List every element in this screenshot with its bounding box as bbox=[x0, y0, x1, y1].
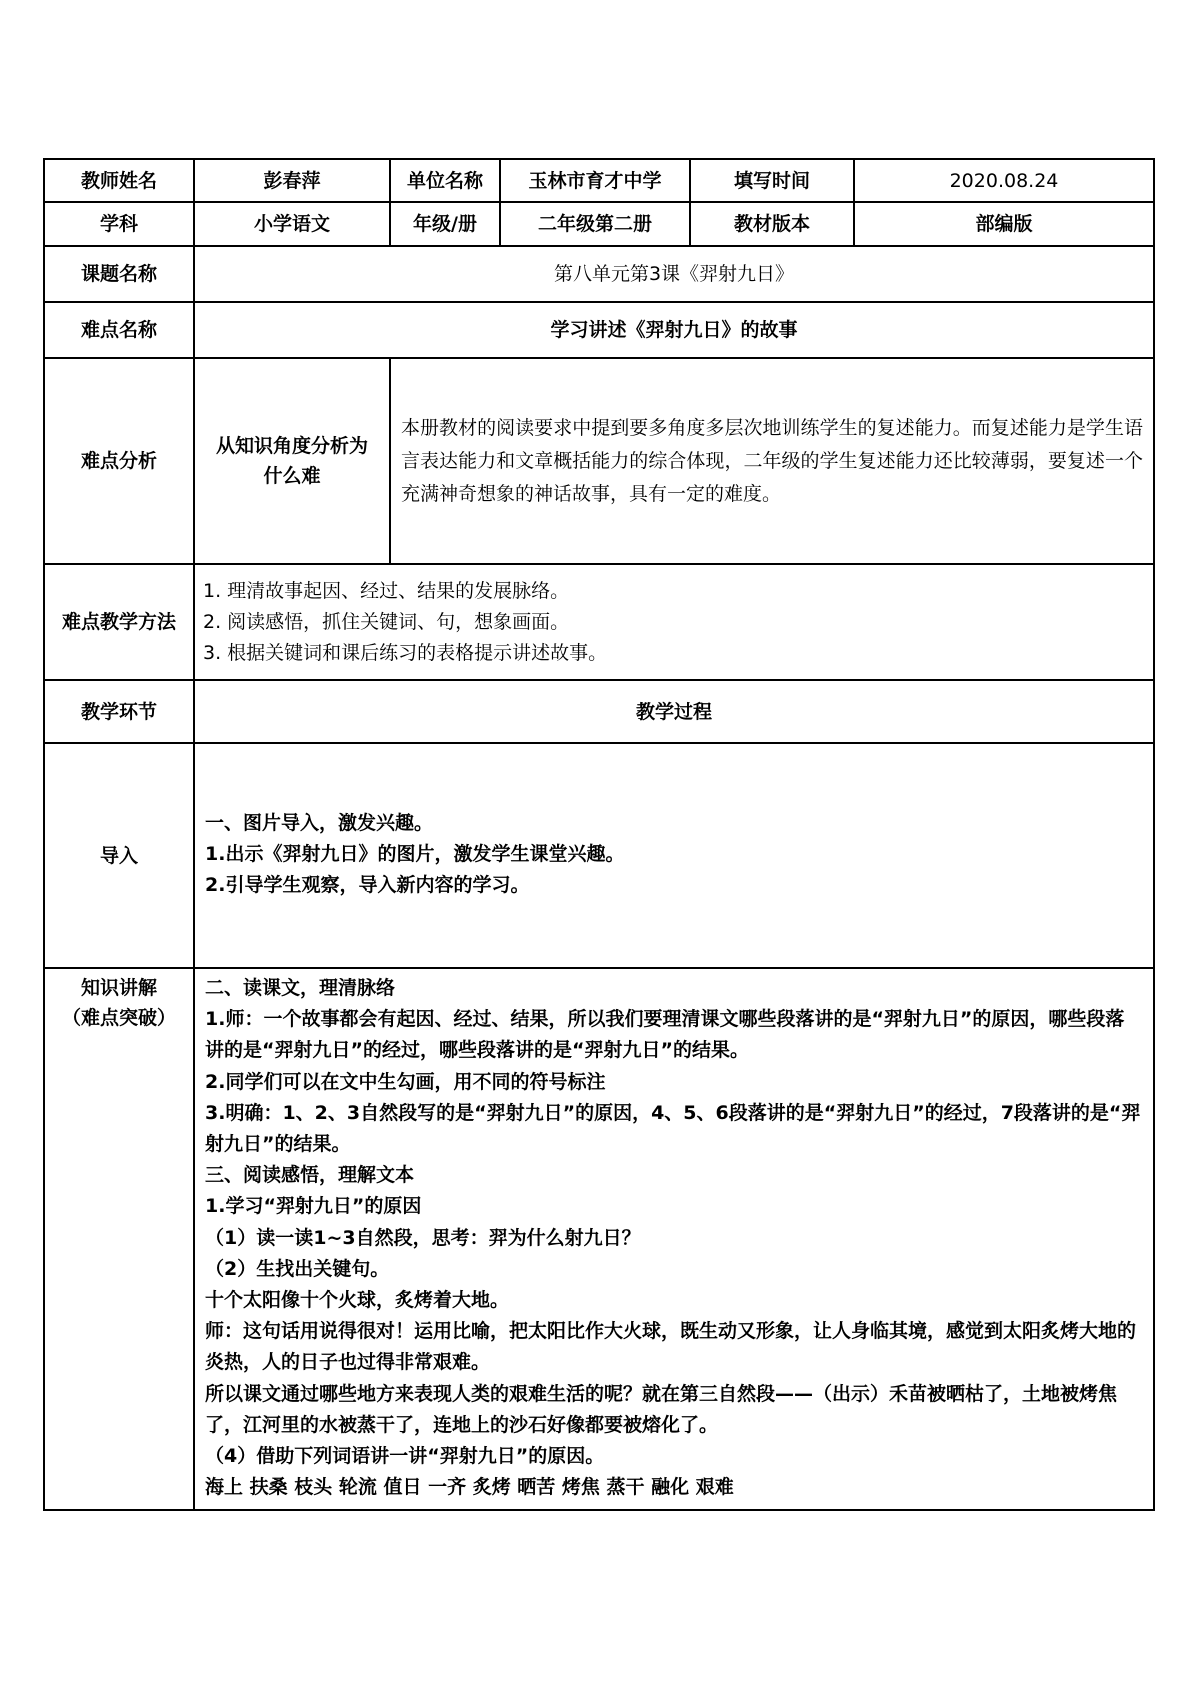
knowledge-line: （4）借助下列词语讲一讲“羿射九日”的原因。 bbox=[205, 1445, 605, 1468]
knowledge-line: 海上 扶桑 枝头 轮流 值日 一齐 炙烤 晒苦 烤焦 蒸干 融化 艰难 bbox=[205, 1476, 734, 1499]
knowledge-line: （2）生找出关键句。 bbox=[205, 1257, 390, 1280]
teacher-name-label: 教师姓名 bbox=[44, 159, 194, 202]
intro-content bbox=[194, 743, 1154, 968]
knowledge-row bbox=[44, 968, 1154, 1510]
grade-label: 年级/册 bbox=[390, 202, 500, 246]
knowledge-line: 2.同学们可以在文中生勾画，用不同的符号标注 bbox=[205, 1070, 606, 1093]
intro-row bbox=[44, 743, 1154, 968]
list-item: 1. 理清故事起因、经过、结果的发展脉络。 bbox=[203, 579, 570, 602]
knowledge-line: 二、读课文，理清脉络 bbox=[205, 977, 396, 999]
knowledge-content bbox=[194, 968, 1154, 1510]
analysis-label: 难点分析 bbox=[44, 358, 194, 564]
info-row-1 bbox=[44, 159, 1154, 202]
knowledge-label-line1: 知识讲解 bbox=[80, 977, 157, 999]
analysis-sub-label: 从知识角度分析为什么难 bbox=[194, 358, 390, 564]
knowledge-line: 所以课文通过哪些地方来表现人类的艰难生活的呢？就在第三自然段——（出示）禾苗被晒枯了，土地被烤焦了，江河里的水被蒸干了，连地上的沙石好像都要被熔化了。 bbox=[205, 1382, 1118, 1436]
knowledge-line: 十个太阳像十个火球，炙烤着大地。 bbox=[205, 1289, 510, 1312]
knowledge-line: 1.师：一个故事都会有起因、经过、结果，所以我们要理清课文哪些段落讲的是“羿射九日”的原因，哪些段落讲的是“羿射九日”的经过，哪些段落讲的是“羿射九日”的结果。 bbox=[205, 1008, 1125, 1062]
methods-list bbox=[194, 564, 1154, 680]
knowledge-label bbox=[44, 968, 194, 1510]
lesson-plan-page bbox=[43, 158, 1153, 1511]
list-item: 2. 阅读感悟，抓住关键词、句，想象画面。 bbox=[203, 610, 570, 633]
methods-label: 难点教学方法 bbox=[44, 564, 194, 680]
difficulty-row bbox=[44, 302, 1154, 358]
unit-name-label: 单位名称 bbox=[390, 159, 500, 202]
subject-label: 学科 bbox=[44, 202, 194, 246]
knowledge-line: 师：这句话用说得很对！运用比喻，把太阳比作大火球，既生动又形象，让人身临其境，感觉到太阳炙烤大地的炎热，人的日子也过得非常艰难。 bbox=[205, 1320, 1137, 1374]
grade-value: 二年级第二册 bbox=[500, 202, 690, 246]
intro-label: 导入 bbox=[44, 743, 194, 968]
intro-line: 1.出示《羿射九日》的图片，激发学生课堂兴趣。 bbox=[205, 842, 625, 865]
stage-header: 教学环节 bbox=[44, 680, 194, 743]
knowledge-label-line2: （难点突破） bbox=[61, 1007, 176, 1029]
lesson-title-value: 第八单元第3课《羿射九日》 bbox=[194, 246, 1154, 302]
difficulty-label: 难点名称 bbox=[44, 302, 194, 358]
fill-date-value: 2020.08.24 bbox=[854, 159, 1154, 202]
list-item: 3. 根据关键词和课后练习的表格提示讲述故事。 bbox=[203, 641, 608, 664]
teacher-name-value: 彭春萍 bbox=[194, 159, 390, 202]
process-header-row bbox=[44, 680, 1154, 743]
difficulty-value: 学习讲述《羿射九日》的故事 bbox=[194, 302, 1154, 358]
analysis-text: 本册教材的阅读要求中提到要多角度多层次地训练学生的复述能力。而复述能力是学生语言表达能力和文章概括能力的综合体现，二年级的学生复述能力还比较薄弱，要复述一个充满神奇想象的神话故事，具有一定的难度。 bbox=[390, 358, 1154, 564]
info-row-2 bbox=[44, 202, 1154, 246]
intro-line: 2.引导学生观察，导入新内容的学习。 bbox=[205, 874, 530, 897]
subject-value: 小学语文 bbox=[194, 202, 390, 246]
unit-name-value: 玉林市育才中学 bbox=[500, 159, 690, 202]
fill-date-label: 填写时间 bbox=[690, 159, 854, 202]
methods-row bbox=[44, 564, 1154, 680]
knowledge-line: 3.明确：1、2、3自然段写的是“羿射九日”的原因，4、5、6段落讲的是“羿射九日”的经过，7段落讲的是“羿射九日”的结果。 bbox=[205, 1101, 1141, 1156]
knowledge-line: （1）读一读1~3自然段，思考：羿为什么射九日？ bbox=[205, 1226, 641, 1249]
edition-label: 教材版本 bbox=[690, 202, 854, 246]
process-header: 教学过程 bbox=[194, 680, 1154, 743]
intro-line: 一、图片导入，激发兴趣。 bbox=[205, 811, 434, 834]
analysis-row bbox=[44, 358, 1154, 564]
edition-value: 部编版 bbox=[854, 202, 1154, 246]
lesson-title-row bbox=[44, 246, 1154, 302]
lesson-title-label: 课题名称 bbox=[44, 246, 194, 302]
knowledge-line: 1.学习“羿射九日”的原因 bbox=[205, 1195, 422, 1218]
knowledge-line: 三、阅读感悟，理解文本 bbox=[205, 1164, 415, 1187]
lesson-plan-table bbox=[43, 158, 1155, 1511]
